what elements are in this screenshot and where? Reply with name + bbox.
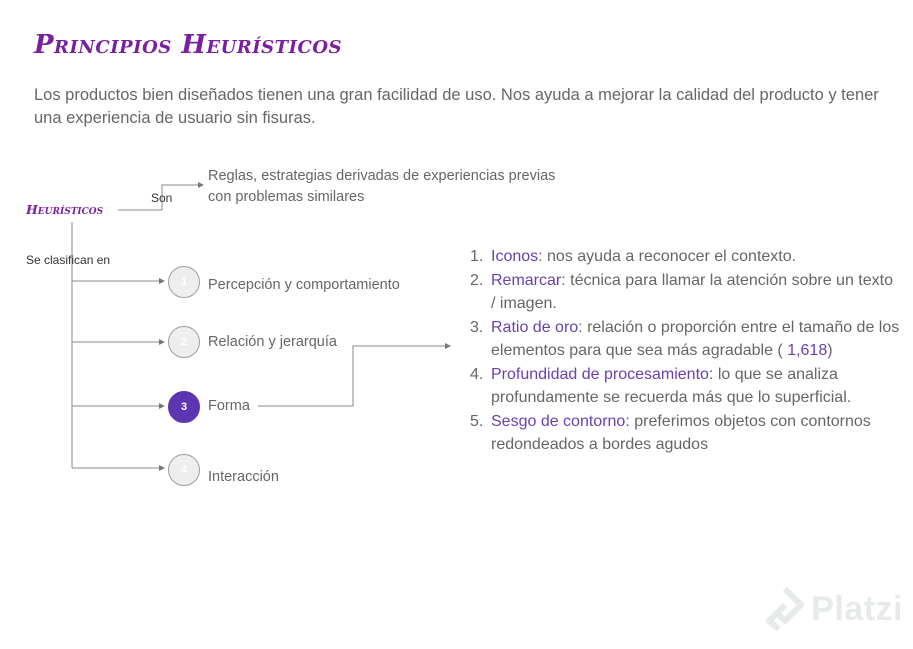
- forma-connector: [258, 346, 450, 406]
- list-number: 1.: [470, 248, 484, 265]
- list-number: 4.: [470, 365, 484, 383]
- list-number: 3.: [470, 318, 484, 336]
- list-number: 2.: [470, 271, 484, 289]
- list-text: : técnica para llamar la atención sobre un texto / imagen.: [491, 271, 893, 312]
- list-item: [470, 410, 900, 457]
- list-term: Remarcar: [491, 271, 562, 289]
- list-number: 5.: [470, 412, 484, 430]
- classify-label: Se clasifican en: [26, 253, 111, 267]
- list-term: Ratio de oro: [491, 318, 579, 336]
- platzi-logo-icon: [765, 587, 805, 631]
- definition-line-1: Reglas, estrategias derivadas de experiencias previas: [208, 168, 556, 184]
- forma-principles-list: [470, 245, 900, 457]
- list-text: : relación o proporción entre el tamaño de los elementos para que sea más agradable (: [491, 318, 900, 359]
- category-label-3: Forma: [208, 398, 250, 414]
- definition-text: [208, 166, 555, 208]
- category-label-4: Interacción: [208, 469, 279, 485]
- list-item: [470, 269, 900, 316]
- root-node-label: Heurísticos: [26, 202, 104, 217]
- list-text-tail: ): [827, 342, 833, 359]
- page-title: Principios Heurísticos: [34, 30, 342, 60]
- list-term: Iconos: [491, 248, 539, 265]
- category-circle-3: 3: [168, 391, 200, 423]
- category-circle-4: 4: [168, 454, 200, 486]
- list-text: : nos ayuda a reconocer el contexto.: [538, 248, 797, 265]
- platzi-logo-text: Platzi: [811, 589, 903, 628]
- list-text: : preferimos objetos con contornos redondeados a bordes agudos: [491, 412, 871, 453]
- intro-text: Los productos bien diseñados tienen una gran facilidad de uso. Nos ayuda a mejorar la calidad del producto y tener una experiencia de usuario sin fisuras.: [34, 86, 879, 127]
- platzi-logo: [765, 587, 903, 631]
- list-text: : lo que se analiza profundamente se recuerda más que lo superficial.: [491, 365, 852, 406]
- definition-line-2: con problemas similares: [208, 189, 365, 205]
- category-circle-2: 2: [168, 326, 200, 358]
- list-term: Sesgo de contorno: [491, 412, 626, 430]
- list-item: [470, 363, 900, 410]
- list-item: [470, 316, 900, 363]
- category-label-1: Percepción y comportamiento: [208, 277, 400, 293]
- category-label-2: Relación y jerarquía: [208, 334, 337, 350]
- list-term: Profundidad de procesamiento: [491, 365, 709, 383]
- golden-ratio-value: 1,618: [787, 342, 828, 359]
- category-circle-1: 1: [168, 266, 200, 298]
- list-item: [470, 245, 900, 269]
- son-label: Son: [151, 191, 173, 205]
